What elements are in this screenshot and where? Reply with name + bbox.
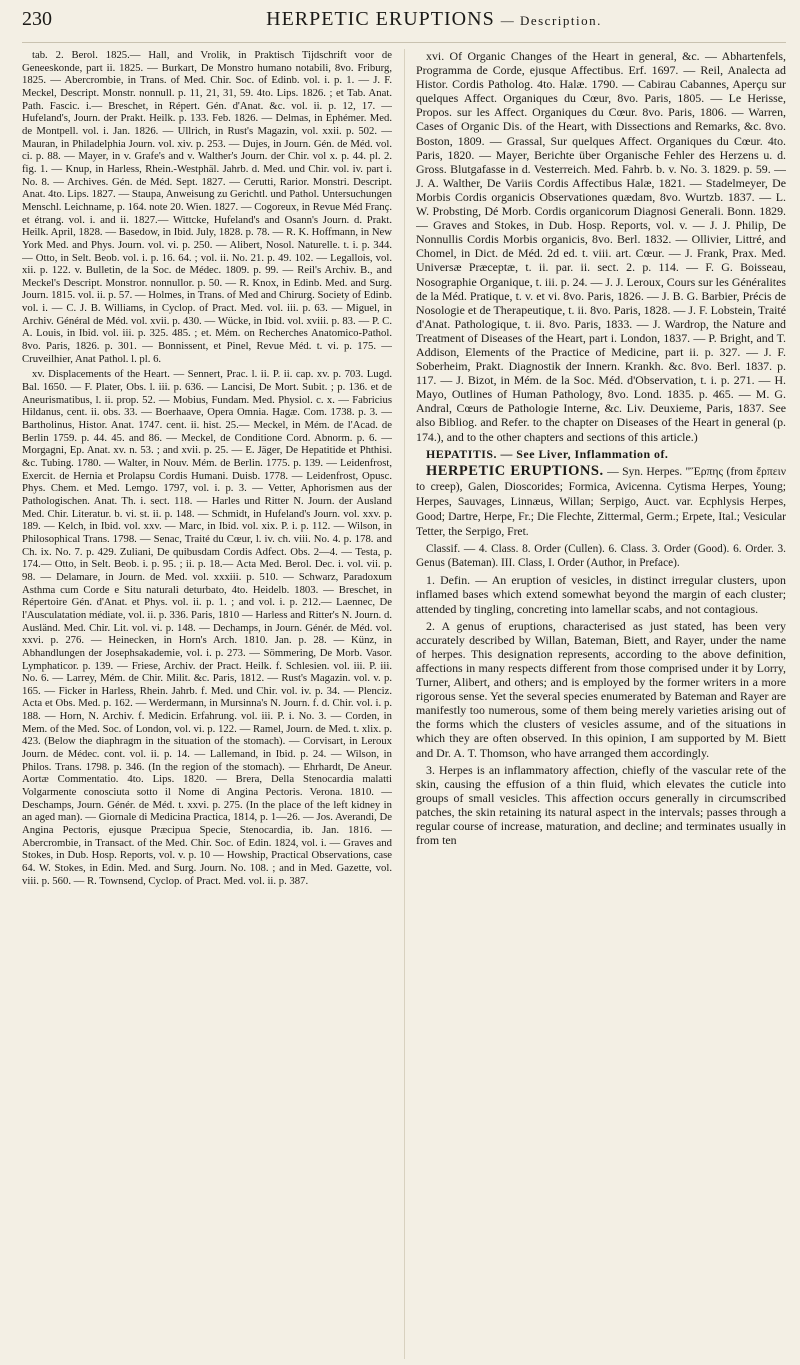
- classification-text: Classif. — 4. Class. 8. Order (Cullen). 6. Class. 3. Order (Good). 6. Order. 3. Genus (Bateman). III. Class, I. Order (Author, in Preface).: [416, 543, 786, 570]
- running-title: HERPETIC ERUPTIONS: [266, 8, 495, 30]
- two-column-body: [22, 49, 786, 1359]
- cross-reference-entry: HEPATITIS. — See Liver, Inflammation of.: [426, 446, 669, 461]
- running-section: — Description.: [500, 13, 602, 28]
- running-title-block: [82, 8, 786, 31]
- running-header: [22, 8, 786, 43]
- right-column: [416, 49, 786, 1359]
- page-number: 230: [22, 8, 52, 30]
- bibliography-paragraph: tab. 2. Berol. 1825.— Hall, and Vrolik, in Praktisch Tijdschrift voor de Geneeskonde, part ii. 1825. — Burkart, De Monstro humano notabili, 8vo. Friburg, 1825. — Abercrombie, in Trans. of Med. Chir. Soc. of Edinb. vol. i. p. 1. — J. F. Meckel, Descript. Monstr. nonnull. p. 11, 21, 31, 59. 4to. Lips. 1826. ; et Tab. Anat. Path. Fascic. i.— Breschet, in Répert. Gén. d'Anat. &c. vol. ii. p. 12, 17. — Hufeland's, Journ. der Prakt. Heilk. p. 133. Feb. 1826. — Delmas, in Ephémer. Med. de Montpell. vol. i. Jan. 1826. — Ullrich, in Rust's Magazin, vol. xxii. p. 502. — Mauran, in Philadelphia Journ. vol. xiv. p. 253. — Dujes, in Journ. Gén. de Méd. vol. ci. p. 88. — Mayer, in v. Grafe's and v. Walther's Journ. der Chir. vol x. p. 44. pl. 2. fig. 1. — Knup, in Harless, Rhein.-Westphäl. Jahrb. d. Med. und Chir. vol. iv. part i. No. 8. — Archives. Gén. de Méd. Sept. 1827. — Cerutti, Rarior. Monstri. Descript. Anat. 4to. Lips. 1827. — Staupa, Anweisung zu Gerichtl. und Pathol. Untersuchungen Menschl. Leichname, p. 164. note 20. Wien. 1827. — Cogoreux, in Revue Méd Franç. et étrang. vol. i. and ii. 1827.— Wittcke, Hufeland's and Osann's Journ. d. Prakt. Heilk. April, 1828. — Basedow, in Ibid. July, 1828. p. 78. — R. K. Hoffmann, in New York Med. and Phys. Journ. vol. vi. p. 250. — Alibert, Nosol. Naturelle. t. i. p. 344. — Otto, in Selt. Beob. vol. i. p. 16. 64. ; vol. ii. No. 21. p. 49. 102. — Legallois, vol. xii. p. 122. v. Bulletin, de la Soc. de Médec. 1809. p. 99. — Reil's Archiv. B., and Meckel's Descript. Monstror. nonnullor. p. 50. — R. Knox, in Edinb. Med. and Surg. Journ. 1815. vol. ii. p. 57. — Holmes, in Trans. of Med and Chirurg. Society of Edinb. vol. i. — C. J. B. Williams, in Cyclop. of Pract. Med. vol. iii. p. 63. — Miguel, in Archiv. Général de Méd. vol. xvii. p. 430. — Wücke, in Ibid. vol. xviii. p. 83. — P. C. A. Louis, in Ibid. vol. iii. p. 325. 485. ; et. Mém. on Recherches Anatomico-Pathol. 8vo. Paris, 1826. p. 301. — Bonnissent, et Pinel, Revue Méd. t. vi. p. 175. — Cruveilhier, Anat Pathol. l. pl. 6.: [22, 49, 392, 365]
- column-divider: [404, 49, 405, 1359]
- entry-title: HERPETIC ERUPTIONS.: [426, 462, 604, 479]
- bibliography-paragraph: xv. Displacements of the Heart. — Sennert, Prac. l. ii. P. ii. cap. xv. p. 703. Lugd. Bal. 1650. — F. Plater, Obs. l. iii. p. 636. — Lancisi, De Mort. Subit. ; p. 136. et de Aneurismatibus, l. ii. prop. 52. — Mobius, Fundam. Med. Physiol. c. x. — Fabricius Hildanus, cent. ii. obs. 33. — Boerhaave, Opera Omnia. Hagæ. Com. 1738. p. 3. — Bartholinus, Histor. Anat. 1747. cent. ii. hist. 25.— Meckel, in Mém. de l'Acad. de Berlin 1759. p. 44. 45. and 86. — Meckel, de Conditione Cord. Abnorm. p. 6. — Morgagni, Ep. Anat. xv. n. 53. ; and xvii. p. 25. — E. Jäger, De Hepatitide et Phthisi. &c. Tubing. 1780. — Walter, in Nouv. Mém. de Berlin. 1775. p. 139. — Leidenfrost, Exercit. de Hernia et Prolapsu Cordis Humani. Duisb. 1778. — Leidenfrost, Opusc. Phys. Chem. et Med. Lemgo. 1797, vol. i. p. 3. — Vetter, Aphorismen aus der Pathologischen. Anat. Th. i. sect. 118. — Harles und Ritter N. Journ. der Ausland Med. Chir. Literatur. b. vi. st. ii. p. 148. — Schmidt, in Hufeland's Journ. vol. xxv. p. 189. — Kelch, in Ibid. vol. xxv. — Marc, in Ibid. vol. xix. P. i. p. 112. — Wilson, in Philosophical Trans. 1798. — Senac, Traité du Cœur, l. iv. ch. viii. No. 4. p. 178. and Ch. ix. No. 7. p. 429. Zuliani, De quibusdam Cordis Adfect. Obs. 2—4. — Testa, p. 174.— Otto, in Selt. Beob. i. p. 95. ; ii. p. 18.— Acta Med. Berol. Dec. i. vol. vii. p. 98. — Delamare, in Journ. de Med. vol. xxxiii. p. 510. — Schwarz, Paradoxum Asthma cum Corde e Situ naturali deturbato, 4to. Heidelb. 1803. — Breschet, in Répertoire Gén. d'Anat. et Phys. vol. ii. p. 1. ; and vol. i. p. 212.— Laennec, De l'Ausculatation médiate, vol. ii. p. 336. Paris, 1810 — Harless and Ritter's N. Journ. d. Ausländ. Med. Chir. Lit. vol. vi. p. 148. — Dechamps, in Journ. Génér. de Méd. vol. xxvi. p. 276. — Heinecken, in Horn's Arch. 1810. Jan. p. 28. — Künz, in Abhandlungen der Josephsakademie, vol. i. p. 273. — Sömmering, De Morb. Vasor. Lymphaticor. p. 139. — Friese, Archiv. der Pract. Heilk. f. Schlesien. vol. iii. P. iii. No. 6. — Larrey, Mém. de Chir. Milit. &c. Paris, 1812. — Rust's Magazin. vol. v. p. 165. — Ficker in Harless, Rhein. Jahrb. f. Med. und Chir. vol. iv. p. 34. — Plenciz. Acta et Obs. Med. p. 162. — Werdermann, in Mursinna's N. Journ. f. d. Chir. vol. i. p. 188. — Horn, N. Archiv. f. Medicin. Erfahrung. vol. iii. P. i. No. 3. — Corden, in Mem. of the Med. Soc. of London, vol. vi. p. 122. — Ramel, Journ. de Med. t. xlix. p. 423. (Below the diaphragm in the situation of the stomach). — Corvisart, in Leroux Journ. de Médec. cont. vol. ii. p. 14. — Lallemand, in Ibid. p. 24. — Wilson, in Philos. Trans. 1798. p. 346. (In the region of the stomach). — Ehrhardt, De Aneur. Aortæ Commentatio. 4to. Lips. 1820. — Brera, Della Stenocardia malatti Volgarmente conosciuta sotto il Nome di Angina Pectoris. Verona. 1810. — Deschamps, Journ. Génér. de Méd. t. xxvi. p. 275. (In the place of the left kidney in an aged man). — Giornale di Medicina Practica, 1814, p. 1—26. — Jos. Averandi, De Angina Pectoris, ejusque Præcipua Specie, Stenocardia, ib. Jan. 1816. — Abercrombie, in Transact. of the Med. Chir. Soc. of Edin. 1824, vol. i. — Graves and Stokes, in Dub. Hosp. Reports, vol. v. p. 10 — Howship, Practical Observations, case 64. W. Stokes, in Edin. Med. and Surg. Journ. No. 108. ; and in Med. Gazette, vol. viii. p. 560. — R. Townsend, Cyclop. of Pract. Med. vol. ii. p. 387.: [22, 368, 392, 887]
- bibliography-paragraph: xvi. Of Organic Changes of the Heart in general, &c. — Abhartenfels, Programma de Corde, ejusque Affectibus. Erf. 1697. — Reil, Analecta ad Histor. Cordis Patholog. 4to. Halæ. 1790. — Cabirau Cabannes, Aperçu sur quelques Affect. Organiques du Cœur, 8vo. Paris, 1805. — Le Herisse, Propos. sur les Affect. Organiques du Cœur. 8vo. Paris, 1806. — Warren, Cases of Organic Dis. of the Heart, with Dissections and Remarks, &c. 8vo. Boston, 1809. — Grassal, Sur quelques Affect. Organiques du Cœur. 4to. Paris, 1820. — Mayer, Berichte über Organische Fehler des Herzens u. d. Gross. Blutgafasse in d. Vesterreich. Med. Fahrb. b. v. No. 3. 1829. p. 59. — J. A. Walther, De Variis Cordis Affectibus Halæ, 1821. — Stadelmeyer, De Morbis Cordis organicis Observationes quædam, 8vo. Wurtzb. 1837. — L. W. Probsting, Dé Morb. Cordis organicorum Diagnosi Generali. Bonn. 1829. — Graves and Stokes, in Dub. Hosp. Reports, vol. v. — J. J. Philip, De Nonnullis Cordis Morbis organicis, 8vo. Berl. 1832. — Ollivier, Littré, and Chomel, in Dict. de Méd. 2d ed. t. viii. art. Cœur. — J. Frank, Prax. Med. Universæ Præceptæ, t. ii. par. ii. sect. 2. p. 114. — F. G. Boisseau, Nosographie Organique, t. iii. p. 24. — J. J. Leroux, Cours sur les Généralites de la Méd. Pratique, t. v. et vi. 8vo. Paris, 1826. — J. B. G. Barbier, Précis de Nosologie et de Therapeutique, t. ii. 8vo. Paris, 1828. — J. F. Lobstein, Traité d'Anat. Pathologique, t. ii. 8vo. Paris, 1833. — J. Wardrop, the Nature and Treatment of Diseases of the Heart, part i. London, 1837. — P. Bright, and T. Addison, Elements of the Practice of Medicine, part ii. p. 327. — J. F. Soberheim, Prakt. Diagnostik der Innern. Krankh. &c. 8vo. Berl. 1837. p. 117. — J. Bizot, in Mém. de la Soc. Méd. d'Observation, t. i. p. 271. — H. Mayo, Outlines of Human Pathology, 8vo. Lond. 1835. p. 465. — M. G. Andral, Cœurs de Pathologie Interne, &c. Liv. Deuxieme, Paris, 1837. See also Bibliog. and Refer. to the chapter on Diseases of the Heart in general (p. 174.), and to the other chapters and sections of this article.): [416, 49, 786, 444]
- left-column: [22, 49, 392, 1359]
- entry-block: [416, 464, 786, 539]
- synonyms-text: — Syn. Herpes. "Ἕρπης (from ἕρπειν to creep), Galen, Dioscorides; Formica, Avicenna. Cytisma Herpes, Young; Herpes, Sauvages, Linnæus, Willan; Serpigo, Auct. var. Ecphlysis Herpes, Good; Dartre, Herpe, Fr.; Die Flechte, Zittermal, Germ.; Erpete, Ital.; Vesicular Tetter, the Serpigo, Fret.: [416, 464, 786, 539]
- body-paragraph: 1. Defin. — An eruption of vesicles, in distinct irregular clusters, upon inflamed bases which extend somewhat beyond the margin of each cluster; attended by tingling, concreting into lamellar scabs, and not contagious.: [416, 573, 786, 616]
- body-paragraph: 2. A genus of eruptions, characterised as just stated, has been very accurately described by Willan, Bateman, Biett, and Rayer, under the name of herpes. This designation represents, according to the above definition, affections in many respects different from those comprised under it by Lorry, Turner, Alibert, and others; and is employed by the former writers in a more rigorous sense. Yet the several species enumerated by Bateman and Rayer are manifestly too numerous, some of them being merely varieties arising out of the forms which the clusters of vesicles assume, and of the situations in which they are often observed. In this opinion, I am supported by M. Biett and Dr. A. T. Thomson, who have arranged them accordingly.: [416, 618, 786, 760]
- body-paragraph: 3. Herpes is an inflammatory affection, chiefly of the vascular rete of the skin, causing the effusion of a thin fluid, which elevates the cuticle into groups of small vesicles. This affection occurs generally in circumscribed patches, the skin retaining its natural aspect in the intervals; passes through a regular course of increase, maturation, and decline; and terminates usually in from ten: [416, 762, 786, 848]
